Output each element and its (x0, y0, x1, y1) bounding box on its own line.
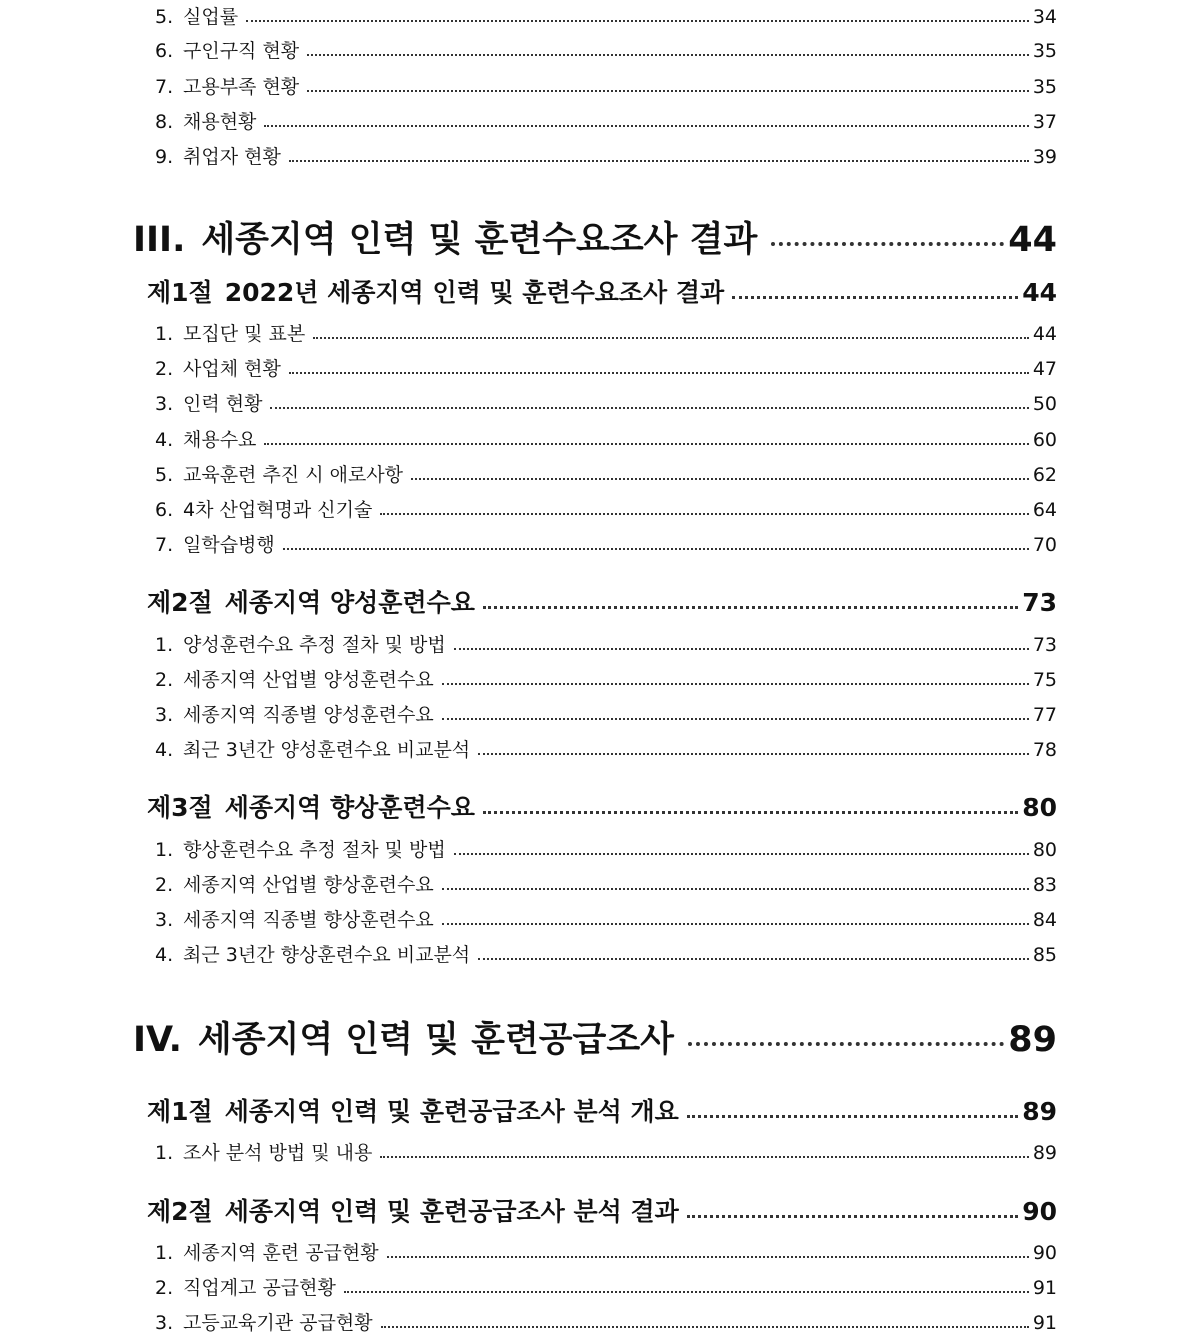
toc-item[interactable] (155, 5, 1057, 29)
toc-number: 제1절 (147, 1097, 213, 1126)
toc-page-number: 78 (1032, 739, 1057, 761)
dot-leader (732, 296, 1018, 299)
dot-leader (270, 407, 1028, 409)
toc-page-number: 44 (1008, 220, 1057, 260)
toc-number: 4. (155, 429, 174, 451)
toc-number: 1. (155, 839, 174, 861)
toc-item[interactable] (155, 1311, 1057, 1335)
toc-number: 제2절 (147, 1197, 213, 1226)
toc-number: 5. (155, 464, 174, 486)
toc-number: 4. (155, 944, 174, 966)
toc-item[interactable] (155, 145, 1057, 169)
toc-title: 직업계고 공급현황 (183, 1277, 336, 1299)
dot-leader (442, 683, 1029, 685)
toc-page-number: 39 (1032, 146, 1057, 168)
toc-number: 4. (155, 739, 174, 761)
toc-number: 6. (155, 499, 174, 521)
dot-leader (442, 888, 1029, 890)
toc-chapter[interactable] (147, 1196, 1057, 1228)
toc-item[interactable] (155, 943, 1057, 967)
dot-leader (283, 548, 1029, 550)
toc-title: 조사 분석 방법 및 내용 (183, 1142, 373, 1164)
toc-item[interactable] (155, 498, 1057, 522)
toc-item[interactable] (155, 39, 1057, 63)
toc-number: 2. (155, 874, 174, 896)
toc-part[interactable] (133, 1018, 1057, 1062)
toc-item[interactable] (155, 703, 1057, 727)
toc-title: 세종지역 훈련 공급현황 (183, 1242, 379, 1264)
dot-leader (411, 478, 1029, 480)
toc-page-number: 47 (1032, 358, 1057, 380)
toc-title: 세종지역 인력 및 훈련공급조사 분석 개요 (224, 1097, 679, 1126)
toc-item[interactable] (155, 322, 1057, 346)
toc-title: 실업률 (183, 6, 239, 28)
toc-page-number: 77 (1032, 704, 1057, 726)
toc-title: 세종지역 산업별 향상훈련수요 (183, 874, 434, 896)
toc-chapter[interactable] (147, 277, 1057, 309)
toc-number: 9. (155, 146, 174, 168)
dot-leader (289, 160, 1029, 162)
toc-page-number: 50 (1032, 393, 1057, 415)
toc-number: 7. (155, 534, 174, 556)
toc-page-number: 35 (1032, 40, 1057, 62)
dot-leader (313, 337, 1029, 339)
toc-page-number: 60 (1032, 429, 1057, 451)
toc-page-number: 90 (1022, 1197, 1057, 1226)
toc-number: 1. (155, 1242, 174, 1264)
toc-item[interactable] (155, 463, 1057, 487)
toc-page-number: 44 (1032, 323, 1057, 345)
toc-page-number: 75 (1032, 669, 1057, 691)
toc-page-number: 90 (1032, 1242, 1057, 1264)
toc-title: 고등교육기관 공급현황 (183, 1312, 373, 1334)
toc-number: 2. (155, 358, 174, 380)
toc-title: 최근 3년간 향상훈련수요 비교분석 (183, 944, 471, 966)
toc-page-number: 89 (1008, 1020, 1057, 1060)
toc-page-number: 80 (1022, 793, 1057, 822)
toc-title: 세종지역 인력 및 훈련공급조사 (197, 1020, 674, 1060)
toc-title: 일학습병행 (183, 534, 275, 556)
dot-leader (246, 20, 1029, 22)
toc-page-number: 70 (1032, 534, 1057, 556)
toc-page-number: 73 (1032, 634, 1057, 656)
toc-number: III. (133, 220, 186, 260)
toc-number: 1. (155, 634, 174, 656)
dot-leader (483, 606, 1018, 609)
toc-title: 세종지역 향상훈련수요 (224, 793, 475, 822)
toc-page-number: 44 (1022, 278, 1057, 307)
toc-item[interactable] (155, 357, 1057, 381)
toc-chapter[interactable] (147, 792, 1057, 824)
toc-title: 채용수요 (183, 429, 257, 451)
toc-number: 3. (155, 909, 174, 931)
toc-number: 2. (155, 1277, 174, 1299)
toc-number: 8. (155, 111, 174, 133)
toc-page-number: 73 (1022, 588, 1057, 617)
toc-title: 세종지역 산업별 양성훈련수요 (183, 669, 434, 691)
dot-leader (264, 125, 1028, 127)
toc-number: 3. (155, 1312, 174, 1334)
toc-title: 고용부족 현황 (183, 76, 300, 98)
toc-item[interactable] (155, 873, 1057, 897)
toc-title: 사업체 현황 (183, 358, 281, 380)
toc-number: 1. (155, 1142, 174, 1164)
dot-leader (380, 1156, 1028, 1158)
toc-title: 모집단 및 표본 (183, 323, 306, 345)
toc-item[interactable] (155, 1141, 1057, 1165)
toc-item[interactable] (155, 1241, 1057, 1265)
toc-item[interactable] (155, 1276, 1057, 1300)
dot-leader (307, 90, 1029, 92)
dot-leader (483, 811, 1018, 814)
toc-title: 교육훈련 추진 시 애로사항 (183, 464, 404, 486)
toc-title: 최근 3년간 양성훈련수요 비교분석 (183, 739, 471, 761)
toc-item[interactable] (155, 110, 1057, 134)
toc-page-number: 91 (1032, 1312, 1057, 1334)
dot-leader (454, 648, 1029, 650)
dot-leader (264, 443, 1028, 445)
toc-item[interactable] (155, 838, 1057, 862)
toc-title: 4차 산업혁명과 신기술 (183, 499, 373, 521)
toc-page-number: 89 (1032, 1142, 1057, 1164)
toc-title: 양성훈련수요 추정 절차 및 방법 (183, 634, 446, 656)
dot-leader (442, 718, 1029, 720)
dot-leader (771, 242, 1004, 246)
toc-number: 제2절 (147, 588, 213, 617)
dot-leader (380, 513, 1028, 515)
toc-chapter[interactable] (147, 1096, 1057, 1128)
toc-page-number: 37 (1032, 111, 1057, 133)
toc-page-number: 91 (1032, 1277, 1057, 1299)
toc-item[interactable] (155, 633, 1057, 657)
toc-item[interactable] (155, 668, 1057, 692)
toc-title: 인력 현황 (183, 393, 263, 415)
toc-number: 3. (155, 704, 174, 726)
toc-title: 세종지역 직종별 양성훈련수요 (183, 704, 434, 726)
toc-item[interactable] (155, 908, 1057, 932)
toc-item[interactable] (155, 392, 1057, 416)
dot-leader (344, 1291, 1029, 1293)
dot-leader (381, 1326, 1029, 1328)
toc-page-number: 80 (1032, 839, 1057, 861)
toc-page-number: 85 (1032, 944, 1057, 966)
toc-title: 세종지역 인력 및 훈련공급조사 분석 결과 (224, 1197, 679, 1226)
toc-title: 세종지역 인력 및 훈련수요조사 결과 (201, 220, 758, 260)
toc-number: IV. (133, 1020, 182, 1060)
toc-number: 7. (155, 76, 174, 98)
toc-page-number: 89 (1022, 1097, 1057, 1126)
toc-title: 2022년 세종지역 인력 및 훈련수요조사 결과 (224, 278, 725, 307)
toc-chapter[interactable] (147, 587, 1057, 619)
toc-item[interactable] (155, 428, 1057, 452)
dot-leader (442, 923, 1029, 925)
toc-title: 구인구직 현황 (183, 40, 300, 62)
toc-number: 제3절 (147, 793, 213, 822)
toc-page-number: 84 (1032, 909, 1057, 931)
toc-number: 3. (155, 393, 174, 415)
toc-page-number: 34 (1032, 6, 1057, 28)
dot-leader (387, 1256, 1029, 1258)
dot-leader (478, 753, 1029, 755)
dot-leader (687, 1215, 1018, 1218)
toc-number: 5. (155, 6, 174, 28)
dot-leader (289, 372, 1029, 374)
toc-item[interactable] (155, 533, 1057, 557)
dot-leader (307, 54, 1029, 56)
toc-item[interactable] (155, 738, 1057, 762)
toc-title: 채용현황 (183, 111, 257, 133)
toc-number: 1. (155, 323, 174, 345)
toc-title: 향상훈련수요 추정 절차 및 방법 (183, 839, 446, 861)
dot-leader (454, 853, 1029, 855)
toc-title: 세종지역 양성훈련수요 (224, 588, 475, 617)
toc-page-number: 64 (1032, 499, 1057, 521)
toc-item[interactable] (155, 75, 1057, 99)
toc-number: 제1절 (147, 278, 213, 307)
toc-title: 세종지역 직종별 향상훈련수요 (183, 909, 434, 931)
toc-part[interactable] (133, 218, 1057, 262)
toc-page-number: 35 (1032, 76, 1057, 98)
dot-leader (478, 958, 1029, 960)
dot-leader (688, 1042, 1004, 1046)
toc-title: 취업자 현황 (183, 146, 281, 168)
toc-number: 2. (155, 669, 174, 691)
toc-page-number: 83 (1032, 874, 1057, 896)
dot-leader (687, 1115, 1018, 1118)
toc-page-number: 62 (1032, 464, 1057, 486)
toc-number: 6. (155, 40, 174, 62)
